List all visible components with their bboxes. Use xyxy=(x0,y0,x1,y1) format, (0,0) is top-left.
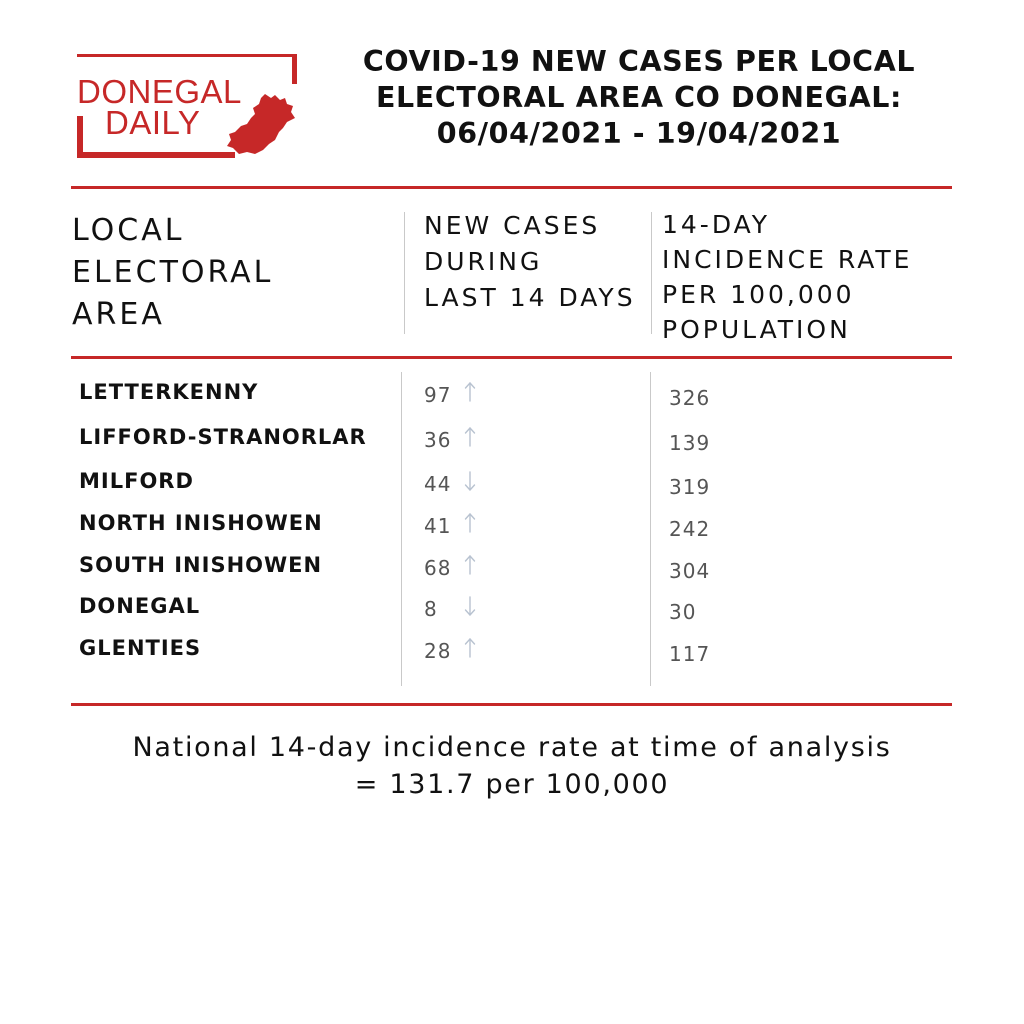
new-cases-value: 44 xyxy=(424,472,452,496)
new-cases-value: 28 xyxy=(424,639,452,663)
new-cases-value: 68 xyxy=(424,556,452,580)
title-line-2: ELECTORAL AREA CO DONEGAL: xyxy=(375,81,903,114)
top-divider xyxy=(71,186,952,189)
incidence-rate-value: 117 xyxy=(669,642,711,666)
bottom-divider xyxy=(71,703,952,706)
header-rate-line: INCIDENCE RATE xyxy=(662,245,913,274)
header-incidence-rate xyxy=(662,207,912,347)
page-title xyxy=(322,44,956,152)
donegal-daily-logo xyxy=(77,54,297,158)
incidence-rate-value: 139 xyxy=(669,431,711,455)
incidence-rate-value: 319 xyxy=(669,475,711,499)
table-row xyxy=(0,422,1024,455)
header-rate-line: PER 100,000 xyxy=(662,280,855,309)
header-area-line: LOCAL xyxy=(72,213,185,248)
incidence-rate-value: 326 xyxy=(669,386,711,410)
table-row xyxy=(0,508,1024,541)
area-name: MILFORD xyxy=(79,469,194,493)
header-cases-line: LAST 14 DAYS xyxy=(424,283,636,312)
donegal-map-icon xyxy=(225,92,297,156)
footer-line-2: = 131.7 per 100,000 xyxy=(354,769,670,800)
title-line-3: 06/04/2021 - 19/04/2021 xyxy=(436,117,842,150)
area-name: LIFFORD-STRANORLAR xyxy=(79,425,367,449)
area-name: LETTERKENNY xyxy=(79,380,259,404)
arrow-up-icon xyxy=(464,511,476,535)
logo-text-daily: DAILY xyxy=(105,104,201,141)
area-name: GLENTIES xyxy=(79,636,202,660)
table-row xyxy=(0,550,1024,583)
arrow-up-icon xyxy=(464,636,476,660)
new-cases-value: 97 xyxy=(424,383,452,407)
area-name: SOUTH INISHOWEN xyxy=(79,553,323,577)
footer-line-1: National 14-day incidence rate at time of analysis xyxy=(132,732,892,763)
incidence-rate-value: 30 xyxy=(669,600,697,624)
national-rate-note xyxy=(40,729,984,803)
arrow-up-icon xyxy=(464,553,476,577)
header-rate-line: 14-DAY xyxy=(662,210,771,239)
area-name: DONEGAL xyxy=(79,594,201,618)
title-line-1: COVID-19 NEW CASES PER LOCAL xyxy=(362,45,916,78)
table-row xyxy=(0,591,1024,624)
arrow-up-icon xyxy=(464,380,476,404)
header-new-cases xyxy=(424,208,636,316)
header-column-divider-2 xyxy=(651,212,652,334)
header-rate-line: POPULATION xyxy=(662,315,851,344)
header-area-line: ELECTORAL xyxy=(72,255,274,290)
arrow-down-icon xyxy=(464,469,476,493)
header-area-line: AREA xyxy=(72,297,165,332)
header-column-divider-1 xyxy=(404,212,405,334)
new-cases-value: 8 xyxy=(424,597,438,621)
incidence-rate-value: 304 xyxy=(669,559,711,583)
table-row xyxy=(0,466,1024,499)
header-divider xyxy=(71,356,952,359)
header-cases-line: DURING xyxy=(424,247,543,276)
arrow-down-icon xyxy=(464,594,476,618)
table-row xyxy=(0,377,1024,410)
area-name: NORTH INISHOWEN xyxy=(79,511,323,535)
incidence-rate-value: 242 xyxy=(669,517,711,541)
new-cases-value: 41 xyxy=(424,514,452,538)
header-local-electoral-area xyxy=(72,210,273,336)
header-cases-line: NEW CASES xyxy=(424,211,601,240)
new-cases-value: 36 xyxy=(424,428,452,452)
logo-text-donegal: DONEGAL xyxy=(77,73,242,110)
arrow-up-icon xyxy=(464,425,476,449)
table-row xyxy=(0,633,1024,666)
